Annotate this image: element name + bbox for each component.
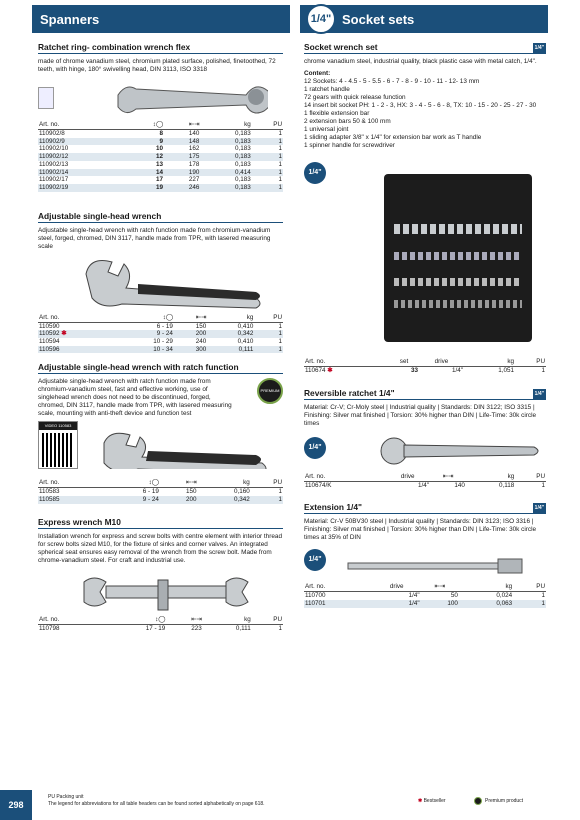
col-header: kg	[464, 358, 515, 367]
right-column	[304, 43, 546, 608]
table-cell: 1/4"	[373, 600, 421, 608]
table-cell: 190	[164, 169, 200, 177]
product-image	[38, 568, 283, 614]
drive-tag: 1/4"	[534, 390, 544, 397]
length-icon: ⇤⇥	[160, 479, 198, 488]
table-cell: 110902/9	[38, 138, 129, 146]
content-list	[304, 78, 546, 150]
section-description: Installation wrench for express and screw bolts with centre element with interior thread for screw bolts sized M10, for the fixture of sinks and corner valves. An integrated spherical seat ensures easy removal of the wrench from the screw bolt. Made from chrome-vanadium steel. For craft and industrial use.	[38, 532, 283, 564]
col-header: PU	[515, 358, 546, 367]
table-row	[38, 161, 283, 169]
table-row	[304, 592, 546, 600]
col-header: drive	[373, 583, 421, 592]
content-label: Content:	[304, 70, 331, 77]
col-header: Art. no.	[304, 473, 385, 482]
table-cell: 1	[513, 600, 546, 608]
section-description: chrome vanadium steel, industrial quality, black plastic case with metal catch, 1/4".	[304, 58, 537, 65]
extension-table	[304, 583, 546, 607]
socketset-table	[304, 358, 546, 375]
express-table	[38, 616, 283, 633]
product-image	[304, 545, 546, 581]
table-cell: 33	[410, 367, 418, 374]
drive-badge: 1/4"	[304, 549, 326, 571]
title-text: Reversible ratchet 1/4"	[304, 387, 395, 398]
adjustable-table	[38, 314, 283, 354]
table-cell: 1	[252, 153, 283, 161]
section-header-socket-sets	[300, 5, 548, 33]
table-cell: 300	[174, 346, 207, 354]
bestseller-star-icon: ✱	[418, 798, 423, 804]
product-image	[304, 162, 546, 356]
footer-legend: The legend for abbreviations for all table headers can be found sorted alphabetically on page 618.	[48, 801, 265, 807]
section-title: Ratchet ring- combination wrench flex	[38, 43, 283, 54]
table-cell: 0,024	[496, 592, 513, 600]
table-cell: 1	[278, 160, 282, 168]
table-cell: 9 - 24	[117, 330, 174, 338]
table-cell: 110902/10	[39, 145, 69, 153]
table-cell: 246	[164, 184, 200, 192]
table-cell: 0,414	[200, 169, 251, 177]
adjustable-wrench-icon	[78, 254, 268, 310]
table-cell: 140	[454, 481, 465, 489]
table-row	[38, 145, 283, 153]
table-cell: 0,183	[200, 153, 251, 161]
col-header: Art. no.	[304, 583, 373, 592]
col-header: PU	[252, 121, 283, 130]
table-cell: 19	[129, 184, 164, 192]
table-cell: 0,342	[207, 330, 254, 338]
table-cell: 110700	[305, 592, 326, 600]
table-cell: 110902/14	[38, 169, 129, 177]
section-reversible	[304, 389, 546, 490]
content-item: 1 ratchet handle	[304, 86, 350, 93]
table-cell: 110902/19	[38, 184, 129, 192]
section-socketset	[304, 43, 546, 375]
content-item: 14 insert bit socket PH: 1 - 2 - 3, HX: 3 - 4 - 5 - 6 - 8, TX: 10 - 15 - 20 - 25 - 27 - 30	[304, 102, 537, 109]
col-header: Art. no.	[38, 121, 129, 130]
table-cell: 1	[278, 488, 282, 496]
table-cell: 200	[160, 496, 198, 504]
table-cell: 0,410	[237, 338, 254, 346]
table-cell: 0,183	[235, 160, 251, 168]
drive-badge: 1/4"	[304, 437, 326, 459]
table-row	[38, 176, 283, 184]
bestseller-label: Bestseller	[423, 798, 446, 804]
table-cell: 10	[155, 145, 163, 153]
table-cell: 13	[155, 160, 163, 168]
table-cell: 110590	[39, 322, 60, 330]
bestseller-star-icon: ✱	[59, 330, 67, 338]
table-cell: 1	[541, 592, 545, 600]
section-title: Adjustable single-head wrench with ratch function	[38, 363, 283, 374]
table-row	[304, 481, 546, 489]
footer-premium	[474, 797, 523, 805]
table-cell: 240	[195, 338, 207, 346]
page-number: 298	[0, 790, 32, 820]
table-cell: 1/4"	[408, 592, 420, 600]
adjratch-table	[38, 479, 283, 503]
content-item: 72 gears with quick release function	[304, 94, 406, 101]
table-cell: 110674/K	[305, 481, 332, 489]
table-cell: 9	[129, 138, 164, 146]
socket-row	[394, 224, 522, 234]
table-cell: 110701	[304, 600, 373, 608]
table-cell: 1	[254, 330, 283, 338]
section-express	[38, 518, 283, 633]
table-cell: 1	[252, 184, 283, 192]
content-item: 1 sliding adapter 3/8" x 1/4" for extension bar work as T handle	[304, 134, 482, 141]
length-icon: ⇤⇥	[430, 473, 466, 482]
bestseller-star-icon: ✱	[325, 367, 333, 374]
table-row	[38, 184, 283, 192]
premium-label: Premium product	[485, 798, 524, 804]
table-cell: 150	[195, 322, 207, 330]
content-item: 12 Sockets: 4 - 4.5 - 5 - 5.5 - 6 - 7 - 8 - 9 - 10 - 11 - 12- 13 mm	[304, 78, 480, 85]
length-icon: ⇤⇥	[166, 616, 203, 625]
section-description: Adjustable single-head wrench with ratch function made from chromium-vanadium steel, forged, chromed, DIN 3117, handle made from TPR, with lasered measuring scale	[38, 226, 271, 250]
col-header: PU	[513, 583, 546, 592]
section-adjustable	[38, 212, 283, 354]
table-cell: 1,051	[498, 367, 515, 374]
table-cell: 0,342	[198, 496, 251, 504]
col-header: kg	[200, 121, 251, 130]
col-header: drive	[385, 473, 430, 482]
product-image	[38, 77, 283, 119]
table-cell: 1/4"	[451, 367, 463, 374]
table-row	[38, 624, 283, 632]
col-header: drive	[419, 358, 464, 367]
reversible-table	[304, 473, 546, 490]
table-cell: 10 - 29	[153, 338, 173, 346]
ratchet-wrench-icon	[108, 77, 268, 117]
col-header: Art. no.	[38, 616, 104, 625]
col-header: PU	[252, 616, 283, 625]
hinge-icon	[38, 87, 54, 109]
section-title: Express wrench M10	[38, 518, 283, 529]
footer-pu: PU Packing unit	[48, 794, 84, 800]
table-cell: 110583	[39, 488, 60, 496]
footer-bestseller	[418, 798, 446, 804]
table-cell: 110594	[39, 338, 60, 346]
table-cell: 0,183	[235, 145, 251, 153]
section-adjratch	[38, 363, 283, 503]
section-title	[304, 389, 546, 400]
table-cell: 10 - 34	[117, 346, 174, 354]
table-cell: 0,118	[498, 481, 515, 489]
table-cell: 200	[174, 330, 207, 338]
ratch-wrench-icon	[98, 429, 278, 469]
col-header: set	[389, 358, 419, 367]
table-cell: 1	[541, 367, 545, 374]
table-row	[38, 496, 283, 504]
table-cell: 6 - 19	[156, 322, 173, 330]
col-header: kg	[207, 314, 254, 323]
socket-row	[394, 278, 522, 286]
content-item: 1 flexible extension bar	[304, 110, 370, 117]
table-row	[38, 330, 283, 338]
table-cell: 14	[129, 169, 164, 177]
section-description: Material: Cr-V 50BV30 steel | Industrial quality | Standards: DIN 3123; ISO 3316 | Finishing: Silver mat finished | Torsion: 30% higher than DIN | Life-Time: 30k circle times at 35% of DIN	[304, 518, 537, 542]
table-cell: 110674 ✱	[305, 367, 333, 374]
col-header: Art. no.	[38, 314, 117, 323]
table-cell: 1	[252, 138, 283, 146]
section-ratchet	[38, 43, 283, 192]
table-row	[38, 130, 283, 138]
table-cell: 1	[541, 481, 545, 489]
page-footer	[0, 790, 580, 820]
col-header: kg	[459, 583, 513, 592]
video-label: VIDEO 110583	[39, 422, 77, 430]
table-cell: 1	[278, 624, 282, 632]
col-header: kg	[198, 479, 251, 488]
table-cell: 110902/12	[38, 153, 129, 161]
table-cell: 110592 ✱	[38, 330, 117, 338]
col-header: PU	[251, 479, 283, 488]
table-cell: 6 - 19	[142, 488, 159, 496]
table-cell: 1	[278, 322, 282, 330]
bit-row	[394, 300, 522, 308]
section-extension	[304, 503, 546, 607]
col-header: PU	[515, 473, 546, 482]
size-icon: ↕◯	[104, 616, 167, 625]
product-image	[38, 421, 283, 477]
table-cell: 0,183	[235, 130, 251, 137]
length-icon: ⇤⇥	[174, 314, 207, 323]
header-left-title: Spanners	[40, 11, 100, 27]
drive-size-badge: 1/4"	[306, 4, 336, 34]
socket-row	[394, 252, 522, 260]
length-icon: ⇤⇥	[421, 583, 459, 592]
table-cell: 110902/17	[39, 176, 69, 184]
size-icon: ↕◯	[117, 314, 174, 323]
col-header: Art. no.	[304, 358, 389, 367]
qr-icon	[42, 433, 74, 467]
table-row	[304, 600, 546, 608]
content-item: 1 spinner handle for screwdriver	[304, 142, 395, 149]
section-description: Material: Cr-V; Cr-Moly steel | Industrial quality | Standards: DIN 3122; ISO 3315 | Finishing: Silver mat finished | Torsion: 30% higher than DIN | Life-Time: 30k circle times	[304, 403, 537, 427]
table-cell: 0,111	[207, 346, 254, 354]
table-cell: 1	[278, 338, 282, 346]
table-cell: 178	[188, 160, 200, 168]
table-row	[38, 169, 283, 177]
table-cell: 100	[421, 600, 459, 608]
table-row	[304, 367, 546, 375]
socket-case-icon	[384, 174, 532, 342]
table-cell: 1/4"	[418, 481, 430, 489]
table-cell: 1	[278, 176, 282, 184]
video-qr-code[interactable]	[38, 421, 78, 469]
content-item: 2 extension bars 50 & 100 mm	[304, 118, 391, 125]
col-header: kg	[203, 616, 252, 625]
table-cell: 0,160	[234, 488, 250, 496]
col-header: kg	[466, 473, 515, 482]
table-cell: 0,063	[459, 600, 513, 608]
table-cell: 175	[164, 153, 200, 161]
table-cell: 1	[251, 496, 283, 504]
product-image	[38, 254, 283, 312]
section-description: Adjustable single-head wrench with ratch function made from chromium-vanadium steel, fast and effective working, use of singlehead wrench does not need to be discontinued, forged, chromed, DIN 3117, handle made from TPR, with lasered measuring scale, mounting with anti-theft device and function test	[38, 378, 232, 418]
table-cell: 50	[450, 592, 458, 600]
table-row	[38, 346, 283, 354]
table-cell: 12	[129, 153, 164, 161]
table-cell: 150	[186, 488, 197, 496]
table-cell: 148	[164, 138, 200, 146]
product-image	[304, 431, 546, 471]
content-item: 1 universal joint	[304, 126, 349, 133]
size-icon: ↕◯	[106, 479, 160, 488]
table-cell: 0,183	[200, 138, 251, 146]
table-cell: 162	[188, 145, 200, 153]
table-cell: 1	[254, 346, 283, 354]
express-wrench-icon	[78, 572, 258, 612]
section-description: made of chrome vanadium steel, chromium plated surface, polished, finetoothed, 72 teeth, with hinge, 180° swivelling head, DIN 3113, ISO 3318	[38, 58, 276, 73]
table-cell: 223	[191, 624, 202, 632]
premium-badge: PREMIUM	[257, 378, 283, 404]
table-cell: 1	[278, 130, 282, 137]
table-row	[38, 138, 283, 146]
section-title: Adjustable single-head wrench	[38, 212, 283, 223]
drive-badge: 1/4"	[304, 162, 326, 184]
table-cell: 17	[155, 176, 163, 184]
table-cell: 110902/13	[39, 160, 69, 168]
table-cell: 0,410	[237, 322, 254, 330]
length-icon: ⇤⇥	[164, 121, 200, 130]
table-cell: 140	[188, 130, 200, 137]
section-title	[304, 43, 546, 54]
size-icon: ↕◯	[129, 121, 164, 130]
premium-icon	[474, 797, 482, 805]
table-cell: 110596	[38, 346, 117, 354]
table-cell: 1	[252, 169, 283, 177]
header-right-title: Socket sets	[342, 11, 415, 27]
title-text: Socket wrench set	[304, 42, 378, 52]
table-cell: 110585	[38, 496, 106, 504]
table-row	[38, 488, 283, 496]
table-row	[38, 338, 283, 346]
extension-bar-icon	[344, 555, 534, 579]
ratchet-table	[38, 121, 283, 192]
title-text: Extension 1/4"	[304, 502, 362, 513]
table-row	[38, 153, 283, 161]
table-cell: 1	[278, 145, 282, 153]
table-cell: 8	[159, 130, 163, 137]
col-header: Art. no.	[38, 479, 106, 488]
drive-tag: 1/4"	[534, 505, 544, 512]
table-cell: 0,183	[200, 184, 251, 192]
section-title	[304, 503, 546, 514]
table-cell: 17 - 19	[145, 624, 166, 632]
drive-tag: 1/4"	[534, 45, 544, 51]
col-header: PU	[254, 314, 283, 323]
table-cell: 110902/8	[39, 130, 65, 137]
table-cell: 0,183	[235, 176, 251, 184]
reversible-ratchet-icon	[374, 435, 544, 469]
table-cell: 9 - 24	[106, 496, 160, 504]
left-column	[38, 43, 283, 633]
table-row	[38, 322, 283, 330]
table-cell: 227	[188, 176, 200, 184]
section-header-spanners	[32, 5, 290, 33]
table-cell: 110798	[39, 624, 60, 632]
table-cell: 0,111	[235, 624, 251, 632]
